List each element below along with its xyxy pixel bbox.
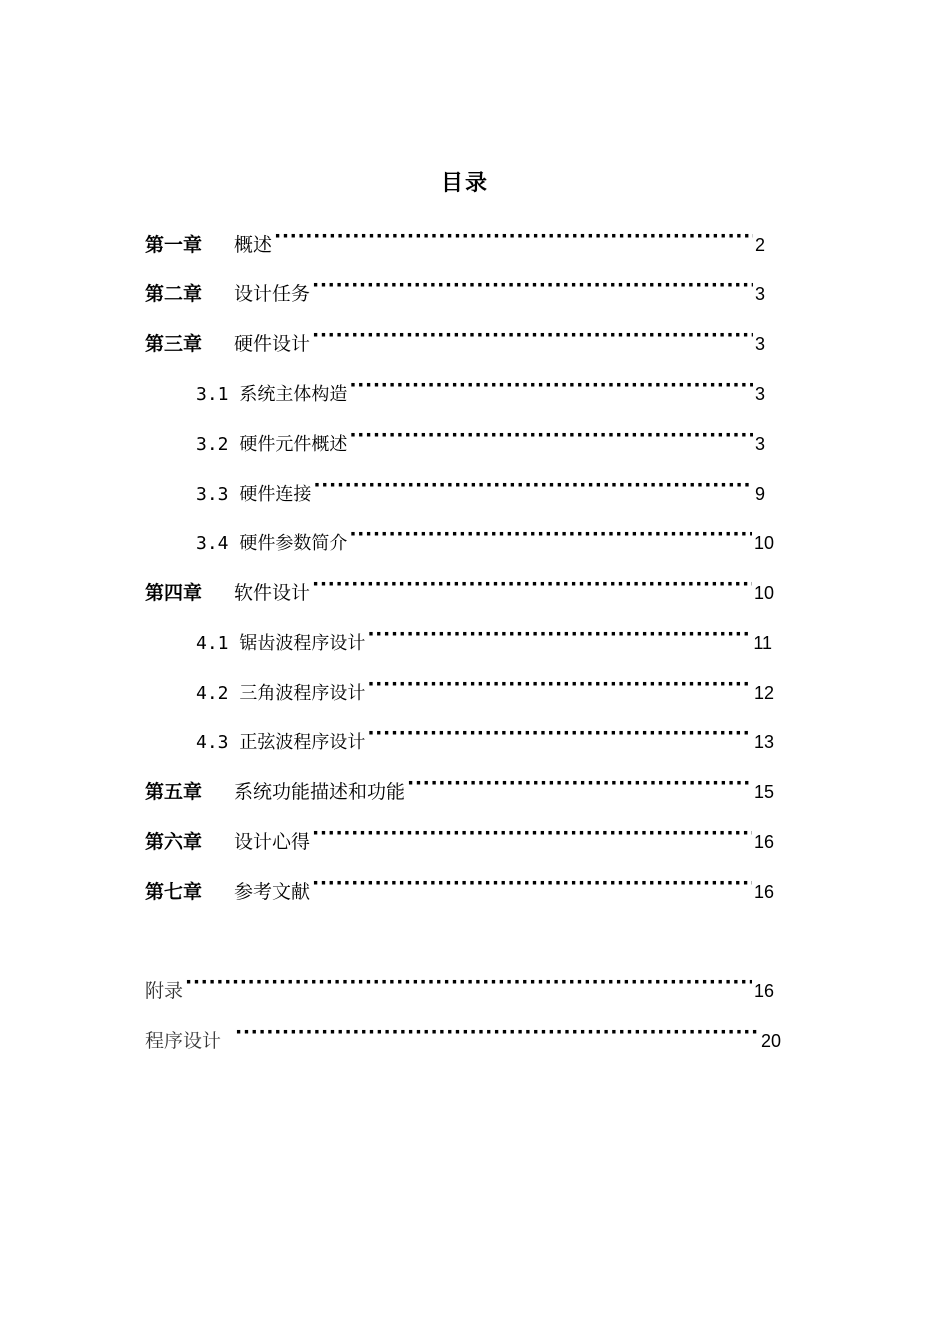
page-number: 3 bbox=[754, 384, 765, 404]
dot-leader bbox=[367, 619, 751, 649]
entry-title: 3.3 硬件连接 bbox=[196, 484, 312, 505]
dot-leader bbox=[349, 519, 752, 549]
page-number: 2 bbox=[754, 235, 765, 255]
page-number: 11 bbox=[753, 633, 772, 653]
chapter-number: 第五章 bbox=[145, 781, 203, 803]
entry-title: 软件设计 bbox=[234, 582, 311, 604]
toc-entry-section-3-2[interactable] bbox=[196, 420, 765, 455]
chapter-number: 第六章 bbox=[145, 831, 203, 853]
toc-entry-chapter-3[interactable] bbox=[145, 320, 765, 355]
dot-leader bbox=[274, 221, 753, 251]
entry-title: 系统功能描述和功能 bbox=[234, 781, 406, 803]
page-number: 16 bbox=[753, 832, 774, 852]
dot-leader bbox=[367, 718, 752, 748]
page-number: 12 bbox=[753, 683, 774, 703]
entry-title: 硬件设计 bbox=[234, 333, 311, 355]
entry-title: 3.2 硬件元件概述 bbox=[196, 434, 348, 455]
entry-title: 4.1 锯齿波程序设计 bbox=[196, 633, 366, 654]
page-number: 10 bbox=[753, 583, 774, 603]
entry-title: 程序设计 bbox=[145, 1030, 222, 1052]
dot-leader bbox=[349, 420, 753, 450]
toc-entry-program-design[interactable] bbox=[145, 1017, 781, 1052]
toc-entry-appendix[interactable] bbox=[145, 967, 774, 1002]
toc-entry-chapter-6[interactable] bbox=[145, 818, 774, 853]
chapter-number: 第七章 bbox=[145, 881, 203, 903]
entry-title: 概述 bbox=[234, 234, 273, 256]
dot-leader bbox=[235, 1017, 759, 1047]
dot-leader bbox=[312, 270, 753, 300]
chapter-number: 第三章 bbox=[145, 333, 203, 355]
page-number: 20 bbox=[760, 1031, 781, 1051]
toc-entry-section-4-2[interactable] bbox=[196, 669, 774, 704]
entry-title: 附录 bbox=[145, 980, 184, 1002]
dot-leader bbox=[312, 818, 752, 848]
toc-entry-section-3-4[interactable] bbox=[196, 519, 774, 554]
page-number: 3 bbox=[754, 284, 765, 304]
page-number: 15 bbox=[753, 782, 774, 802]
entry-title: 4.2 三角波程序设计 bbox=[196, 683, 366, 704]
toc-entry-chapter-7[interactable] bbox=[145, 868, 774, 903]
toc-entry-chapter-5[interactable] bbox=[145, 768, 774, 803]
dot-leader bbox=[312, 320, 753, 350]
dot-leader bbox=[407, 768, 752, 798]
entry-title: 设计任务 bbox=[234, 283, 311, 305]
page-number: 13 bbox=[753, 732, 774, 752]
toc-title: 目录 bbox=[440, 171, 489, 196]
entry-title: 3.4 硬件参数简介 bbox=[196, 533, 348, 554]
entry-title: 4.3 正弦波程序设计 bbox=[196, 732, 366, 753]
dot-leader bbox=[349, 370, 753, 400]
page-number: 9 bbox=[754, 484, 765, 504]
page-number: 16 bbox=[753, 981, 774, 1001]
toc-entry-chapter-2[interactable] bbox=[145, 270, 765, 305]
toc-entry-section-3-1[interactable] bbox=[196, 370, 765, 405]
dot-leader bbox=[312, 868, 752, 898]
page-number: 10 bbox=[753, 533, 774, 553]
toc-entry-section-4-1[interactable] bbox=[196, 619, 772, 654]
toc-entry-chapter-4[interactable] bbox=[145, 569, 774, 604]
page-number: 3 bbox=[754, 334, 765, 354]
chapter-number: 第一章 bbox=[145, 234, 203, 256]
page-number: 3 bbox=[754, 434, 765, 454]
dot-leader bbox=[313, 470, 753, 500]
entry-title: 参考文献 bbox=[234, 881, 311, 903]
toc-entry-section-3-3[interactable] bbox=[196, 470, 765, 505]
entry-title: 3.1 系统主体构造 bbox=[196, 384, 348, 405]
toc-entry-section-4-3[interactable] bbox=[196, 718, 774, 753]
chapter-number: 第二章 bbox=[145, 283, 203, 305]
page-number: 16 bbox=[753, 882, 774, 902]
chapter-number: 第四章 bbox=[145, 582, 203, 604]
toc-entry-chapter-1[interactable] bbox=[145, 221, 765, 256]
dot-leader bbox=[185, 967, 752, 997]
entry-title: 设计心得 bbox=[234, 831, 311, 853]
dot-leader bbox=[367, 669, 752, 699]
dot-leader bbox=[312, 569, 752, 599]
